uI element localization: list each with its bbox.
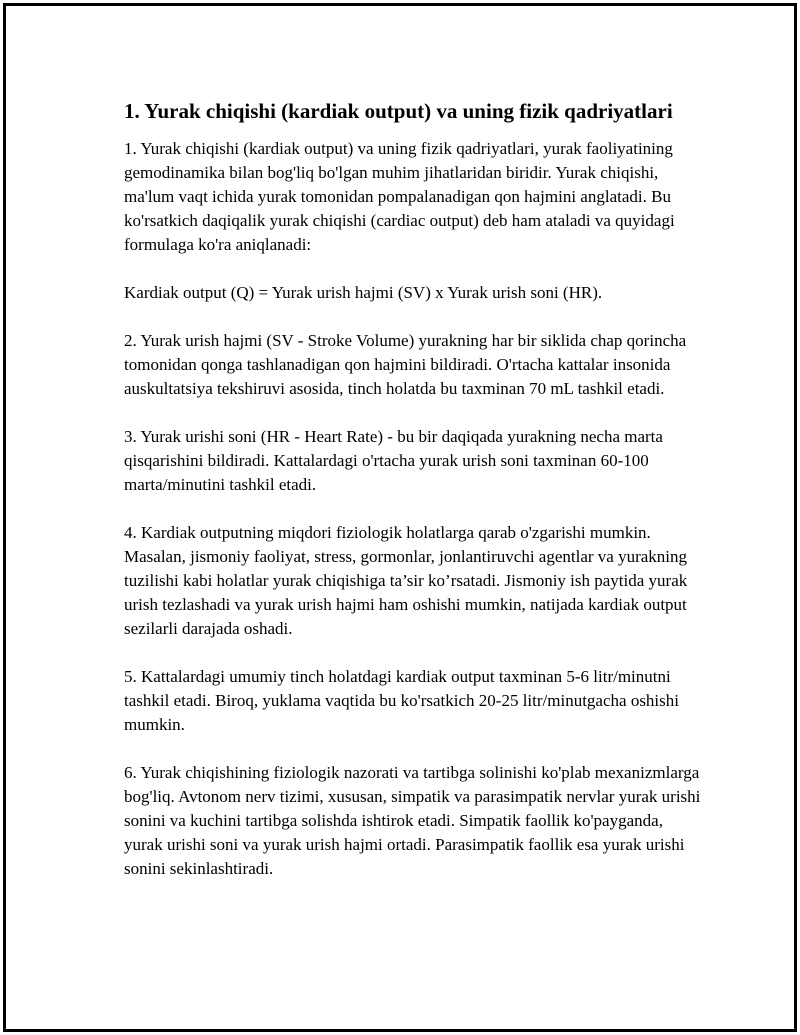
document-title: 1. Yurak chiqishi (kardiak output) va uning fizik qadriyatlari <box>124 99 673 123</box>
paragraph-physiological-factors: 4. Kardiak outputning miqdori fiziologik holatlarga qarab o'zgarishi mumkin. Masalan, jismoniy faoliyat, stress, gormonlar, jonlantiruvchi agentlar va yurakning tuzilishi kabi holatlar yurak chiqishiga ta’sir ko’rsatadi. Jismoniy ish paytida yurak urish tezlashadi va yurak urish hajmi ham oshishi mumkin, natijada kardiak output sezilarli darajada oshadi. <box>124 523 688 638</box>
paragraph-heart-rate: 3. Yurak urishi soni (HR - Heart Rate) - bu bir daqiqada yurakning necha marta qisqarishini bildiradi. Kattalardagi o'rtacha yurak urish soni taxminan 60-100 marta/minutini tashkil etadi. <box>124 427 663 494</box>
paragraph-formula: Kardiak output (Q) = Yurak urish hajmi (SV) x Yurak urish soni (HR). <box>124 283 603 302</box>
paragraph-resting-output: 5. Kattalardagi umumiy tinch holatdagi kardiak output taxminan 5-6 litr/minutni tashkil etadi. Biroq, yuklama vaqtida bu ko'rsatkich 20-25 litr/minutgacha oshishi mumkin. <box>124 667 679 734</box>
paragraph-stroke-volume: 2. Yurak urish hajmi (SV - Stroke Volume) yurakning har bir siklida chap qorincha tomonidan qonga tashlanadigan qon hajmini bildiradi. O'rtacha kattalar insonida auskultatsiya tekshiruvi asosida, tinch holatda bu taxminan 70 mL tashkil etadi. <box>124 331 687 398</box>
document-body <box>121 96 701 905</box>
paragraph-regulation: 6. Yurak chiqishining fiziologik nazorati va tartibga solinishi ko'plab mexanizmlarga bog'liq. Avtonom nerv tizimi, xususan, simpatik va parasimpatik nervlar yurak urishi sonini va kuchini tartibga solishda ishtirok etadi. Simpatik faollik ko'payganda, yurak urishi soni va yurak urish hajmi ortadi. Parasimpatik faollik esa yurak urishi sonini sekinlashtiradi. <box>124 763 701 878</box>
paragraph-intro: 1. Yurak chiqishi (kardiak output) va uning fizik qadriyatlari, yurak faoliyatining gemodinamika bilan bog'liq bo'lgan muhim jihatlaridan biridir. Yurak chiqishi, ma'lum vaqt ichida yurak tomonidan pompalanadigan qon hajmini anglatadi. Bu ko'rsatkich daqiqalik yurak chiqishi (cardiac output) deb ham ataladi va quyidagi formulaga ko'ra aniqlanadi: <box>124 139 675 254</box>
page-frame <box>3 3 797 1032</box>
